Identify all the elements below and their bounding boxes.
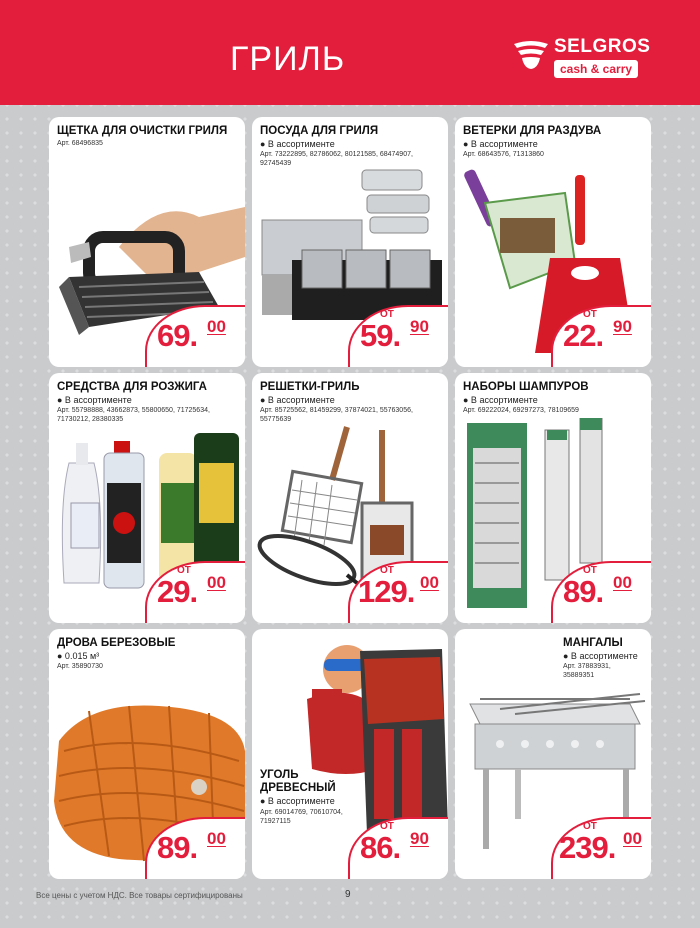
price-rubles: 59. (360, 318, 401, 353)
product-note: ● В ассортименте (260, 796, 335, 806)
product-card-fans[interactable] (455, 117, 651, 367)
price-prefix: ОТ (583, 565, 597, 576)
price-prefix: ОТ (380, 309, 394, 320)
product-article: Арт. 37883931, 35889351 (563, 663, 611, 679)
price-rubles: 29. (157, 574, 198, 609)
price-prefix: ОТ (177, 565, 191, 576)
price-rubles: 69. (157, 318, 198, 353)
product-note: ● 0.015 м³ (57, 651, 100, 661)
product-card-braziers[interactable] (455, 629, 651, 879)
product-card-grill-trays[interactable] (252, 117, 448, 367)
product-note: ● В ассортименте (463, 139, 538, 149)
product-card-skewers[interactable] (455, 373, 651, 623)
price-rubles: 239. (559, 830, 616, 865)
product-card-grill-grates[interactable] (252, 373, 448, 623)
price-kopecks: 00 (207, 573, 226, 592)
price-kopecks: 00 (207, 317, 226, 336)
product-name: МАНГАЛЫ (563, 637, 623, 649)
product-name: ВЕТЕРКИ ДЛЯ РАЗДУВА (463, 125, 602, 137)
product-article: Арт. 35890730 (57, 663, 103, 670)
price-kopecks: 90 (613, 317, 632, 336)
price-rubles: 89. (563, 574, 604, 609)
product-article: Арт. 68496835 (57, 140, 103, 147)
product-article: Арт. 68643576, 71313860 (463, 151, 544, 158)
price-rubles: 129. (358, 574, 415, 609)
product-card-lighter-fluid[interactable] (49, 373, 245, 623)
brand-tagline: cash & carry (554, 60, 638, 78)
product-name: ПОСУДА ДЛЯ ГРИЛЯ (260, 125, 379, 137)
product-article: Арт. 69014769, 70610704, 71927115 (260, 809, 343, 825)
product-name: ЩЕТКА ДЛЯ ОЧИСТКИ ГРИЛЯ (57, 125, 228, 137)
page-number: 9 (345, 889, 351, 900)
price-kopecks: 00 (613, 573, 632, 592)
cart-logo-icon (512, 38, 550, 72)
product-card-firewood[interactable] (49, 629, 245, 879)
brand-logo[interactable] (512, 36, 652, 82)
product-note: ● В ассортименте (57, 395, 132, 405)
price-prefix: ОТ (380, 565, 394, 576)
product-name: РЕШЕТКИ-ГРИЛЬ (260, 381, 360, 393)
price-rubles: 89. (157, 830, 198, 865)
product-note: ● В ассортименте (260, 395, 335, 405)
page-title: ГРИЛЬ (230, 40, 346, 78)
product-card-charcoal[interactable] (252, 629, 448, 879)
price-rubles: 22. (563, 318, 604, 353)
price-rubles: 86. (360, 830, 401, 865)
price-kopecks: 00 (623, 829, 642, 848)
product-article: Арт. 85725562, 81459299, 37874021, 55763056, 55775639 (260, 407, 413, 423)
product-name: СРЕДСТВА ДЛЯ РОЗЖИГА (57, 381, 207, 393)
product-article: Арт. 55798888, 43662873, 55800650, 71725634, 71730212, 28380335 (57, 407, 210, 423)
product-name: ДРОВА БЕРЕЗОВЫЕ (57, 637, 176, 649)
price-kopecks: 00 (207, 829, 226, 848)
product-note: ● В ассортименте (463, 395, 538, 405)
product-note: ● В ассортименте (563, 651, 638, 661)
price-kopecks: 90 (410, 317, 429, 336)
product-article: Арт. 73222895, 82786062, 80121585, 68474907, 92745439 (260, 151, 413, 167)
price-kopecks: 90 (410, 829, 429, 848)
product-article: Арт. 69222024, 69297273, 78109659 (463, 407, 579, 414)
price-prefix: ОТ (583, 309, 597, 320)
footer-disclaimer: Все цены с учетом НДС. Все товары сертифицированы (36, 891, 243, 900)
price-kopecks: 00 (420, 573, 439, 592)
brand-name: SELGROS (554, 36, 651, 57)
page-header (0, 0, 700, 105)
product-name: УГОЛЬ ДРЕВЕСНЫЙ (260, 769, 336, 794)
price-prefix: ОТ (583, 821, 597, 832)
product-card-grill-brush[interactable] (49, 117, 245, 367)
product-note: ● В ассортименте (260, 139, 335, 149)
product-name: НАБОРЫ ШАМПУРОВ (463, 381, 589, 393)
price-prefix: ОТ (380, 821, 394, 832)
